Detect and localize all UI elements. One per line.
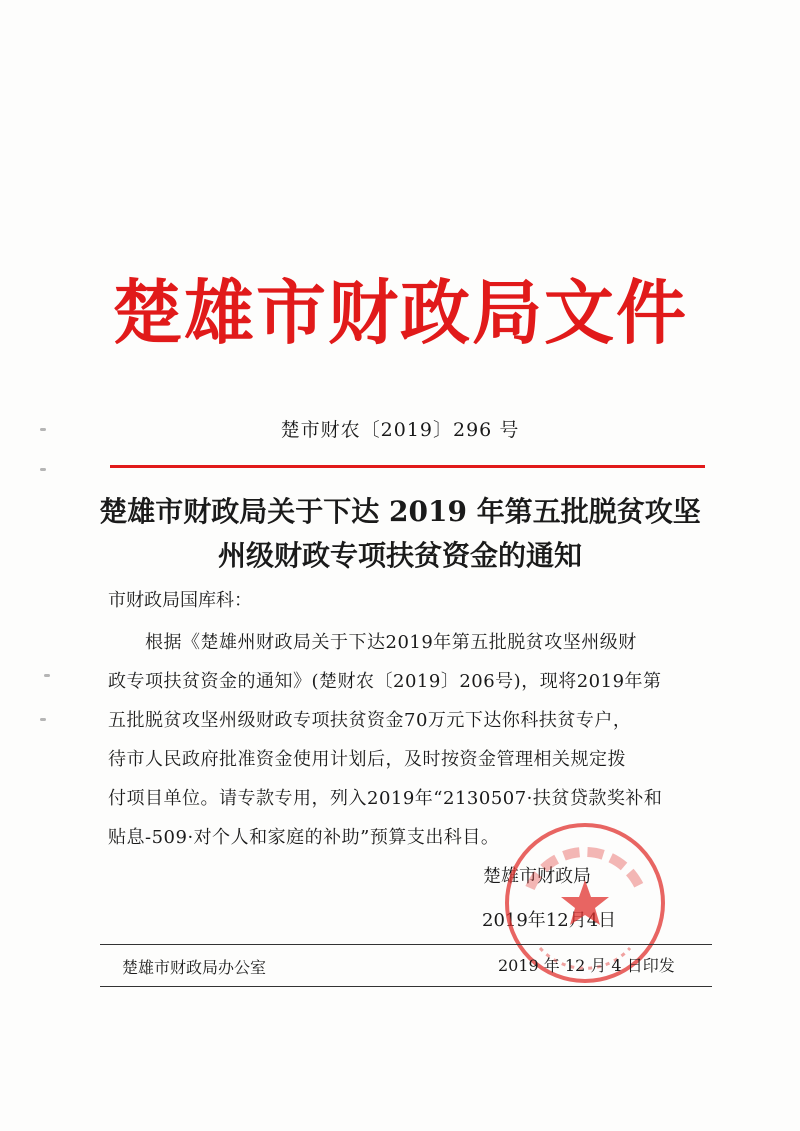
body-line: 五批脱贫攻坚州级财政专项扶贫资金70万元下达你科扶贫专户， [108,710,632,731]
notice-title [60,490,740,578]
footer-top-rule [100,944,712,945]
body-line: 政专项扶贫资金的通知》(楚财农〔2019〕206号)，现将2019年第 [108,671,662,692]
binding-mark [44,674,50,677]
body-line: 根据《楚雄州财政局关于下达2019年第五批脱贫攻坚州级财 [108,632,637,653]
body-line: 待市人民政府批准资金使用计划后，及时按资金管理相关规定拨 [108,749,626,770]
signature-date: 2019年12月4日 [482,910,617,931]
body-line: 付项目单位。请专款专用，列入2019年“2130507·扶贫贷款奖补和 [108,788,663,809]
footer-print-date: 2019 年 12 月 4 日印发 [498,956,675,975]
binding-mark [40,718,46,721]
signature-issuer: 楚雄市财政局 [483,866,591,887]
issuing-org-title: 楚雄市财政局文件 [112,272,688,354]
footer-bottom-rule [100,986,712,987]
notice-title-line-2: 州级财政专项扶贫资金的通知 [217,539,582,572]
body-line: 贴息-509·对个人和家庭的补助”预算支出科目。 [108,827,500,848]
red-divider [110,465,705,468]
notice-title-line-1: 楚雄市财政局关于下达 2019 年第五批脱贫攻坚 [99,495,701,528]
footer-office: 楚雄市财政局办公室 [122,958,267,977]
document-number: 楚市财农〔2019〕296 号 [280,419,520,441]
binding-mark [40,468,46,471]
addressee: 市财政局国库科： [108,590,252,611]
